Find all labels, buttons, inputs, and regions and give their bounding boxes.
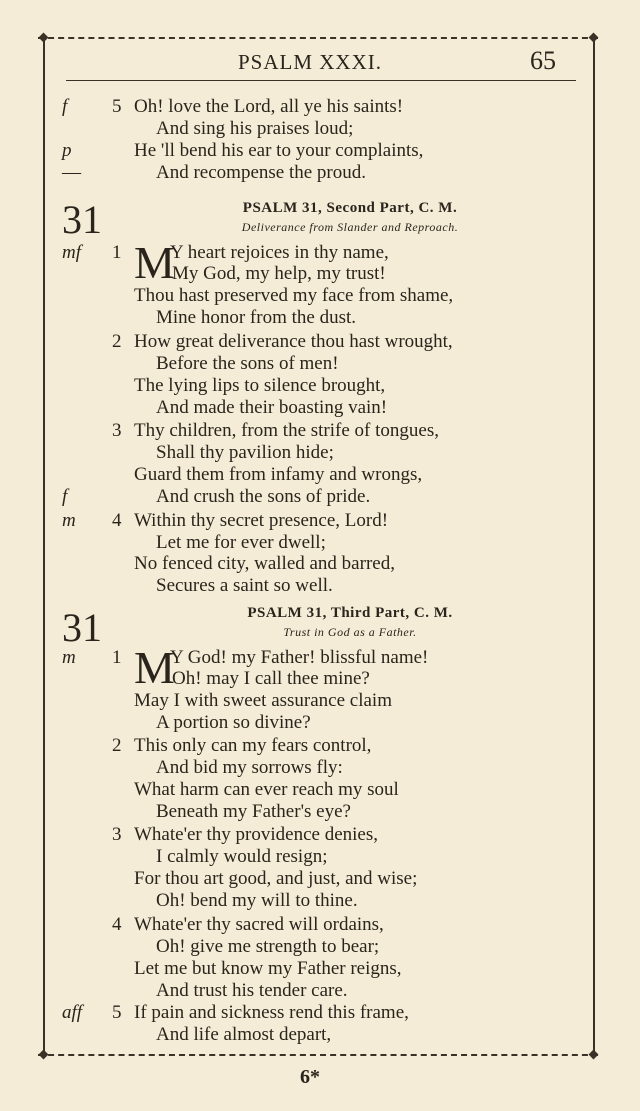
- verse-line: And recompense the proud.: [156, 162, 366, 183]
- left-border-rule: [43, 37, 45, 1054]
- verse-line: This only can my fears control,: [134, 735, 372, 756]
- verse-number: 1: [112, 242, 122, 263]
- running-title: PSALM XXXI.: [237, 50, 382, 74]
- verse-line: What harm can ever reach my soul: [134, 779, 399, 800]
- verse-line: Whate'er thy sacred will ordains,: [134, 914, 384, 935]
- drop-capital: M: [134, 642, 175, 693]
- verse-line: Let me but know my Father reigns,: [134, 958, 402, 979]
- verse-number: 3: [112, 420, 122, 441]
- verse-number: 1: [112, 647, 122, 668]
- verse-line: Guard them from infamy and wrongs,: [134, 464, 423, 485]
- verse-line: A portion so divine?: [156, 712, 311, 733]
- bottom-border-rule: [38, 1054, 598, 1056]
- verse-line: No fenced city, walled and barred,: [134, 553, 395, 574]
- verse-line: Oh! may I call thee mine?: [172, 668, 370, 689]
- dynamic-marking: mf: [62, 242, 81, 263]
- verse-line: He 'll bend his ear to your complaints,: [134, 140, 424, 161]
- hymn-number: 31: [62, 605, 102, 650]
- verse-number: 5: [112, 96, 122, 117]
- dynamic-marking: f: [62, 96, 68, 117]
- verse-line: Y heart rejoices in thy name,: [170, 242, 389, 263]
- corner-ornament-icon: [39, 1050, 49, 1060]
- verse-line: Y God! my Father! blissful name!: [170, 647, 429, 668]
- verse-number: 3: [112, 824, 122, 845]
- verse-line: My God, my help, my trust!: [172, 263, 386, 284]
- corner-ornament-icon: [589, 33, 599, 43]
- verse-line: May I with sweet assurance claim: [134, 690, 392, 711]
- header-rule: [66, 80, 576, 81]
- page-number: 65: [530, 46, 556, 75]
- verse-line: Shall thy pavilion hide;: [156, 442, 334, 463]
- corner-ornament-icon: [39, 33, 49, 43]
- dynamic-marking: m: [62, 647, 76, 668]
- verse-number: 2: [112, 331, 122, 352]
- verse-line: And crush the sons of pride.: [156, 486, 371, 507]
- psalm-subtitle: Deliverance from Slander and Reproach.: [241, 220, 459, 234]
- hymn-number: 31: [62, 197, 102, 242]
- dynamic-marking: p: [62, 140, 72, 161]
- verse-line: Whate'er thy providence denies,: [134, 824, 378, 845]
- verse-line: Before the sons of men!: [156, 353, 339, 374]
- verse-line: Oh! give me strength to bear;: [156, 936, 380, 957]
- verse-line: Oh! love the Lord, all ye his saints!: [134, 96, 404, 117]
- verse-line: And made their boasting vain!: [156, 397, 388, 418]
- verse-line: And sing his praises loud;: [156, 118, 354, 139]
- dynamic-marking: f: [62, 486, 68, 507]
- psalm-title: PSALM 31, Third Part, C. M.: [247, 605, 453, 621]
- psalm-subtitle: Trust in God as a Father.: [283, 625, 417, 639]
- verse-line: Oh! bend my will to thine.: [156, 890, 358, 911]
- corner-ornament-icon: [589, 1050, 599, 1060]
- right-border-rule: [593, 37, 595, 1054]
- dynamic-marking: —: [62, 162, 81, 183]
- dynamic-marking: m: [62, 510, 76, 531]
- verse-line: The lying lips to silence brought,: [134, 375, 386, 396]
- verse-line: And trust his tender care.: [156, 980, 348, 1001]
- verse-line: Thy children, from the strife of tongues,: [134, 420, 439, 441]
- verse-line: How great deliverance thou hast wrought,: [134, 331, 453, 352]
- verse-line: Secures a saint so well.: [156, 575, 333, 596]
- verse-line: If pain and sickness rend this frame,: [134, 1002, 409, 1023]
- verse-number: 2: [112, 735, 122, 756]
- verse-line: Mine honor from the dust.: [156, 307, 357, 328]
- verse-line: I calmly would resign;: [156, 846, 328, 867]
- psalm-title: PSALM 31, Second Part, C. M.: [242, 200, 458, 216]
- verse-line: For thou art good, and just, and wise;: [134, 868, 418, 889]
- verse-line: And bid my sorrows fly:: [156, 757, 343, 778]
- verse-number: 4: [112, 914, 122, 935]
- verse-line: Thou hast preserved my face from shame,: [134, 285, 454, 306]
- verse-number: 5: [112, 1002, 122, 1023]
- verse-line: And life almost depart,: [156, 1024, 332, 1045]
- drop-capital: M: [134, 237, 175, 288]
- dynamic-marking: aff: [62, 1002, 83, 1023]
- signature-mark: 6*: [300, 1066, 320, 1088]
- verse-line: Let me for ever dwell;: [156, 532, 326, 553]
- top-border-rule: [38, 37, 598, 39]
- verse-line: Beneath my Father's eye?: [156, 801, 351, 822]
- verse-line: Within thy secret presence, Lord!: [134, 510, 389, 531]
- verse-number: 4: [112, 510, 122, 531]
